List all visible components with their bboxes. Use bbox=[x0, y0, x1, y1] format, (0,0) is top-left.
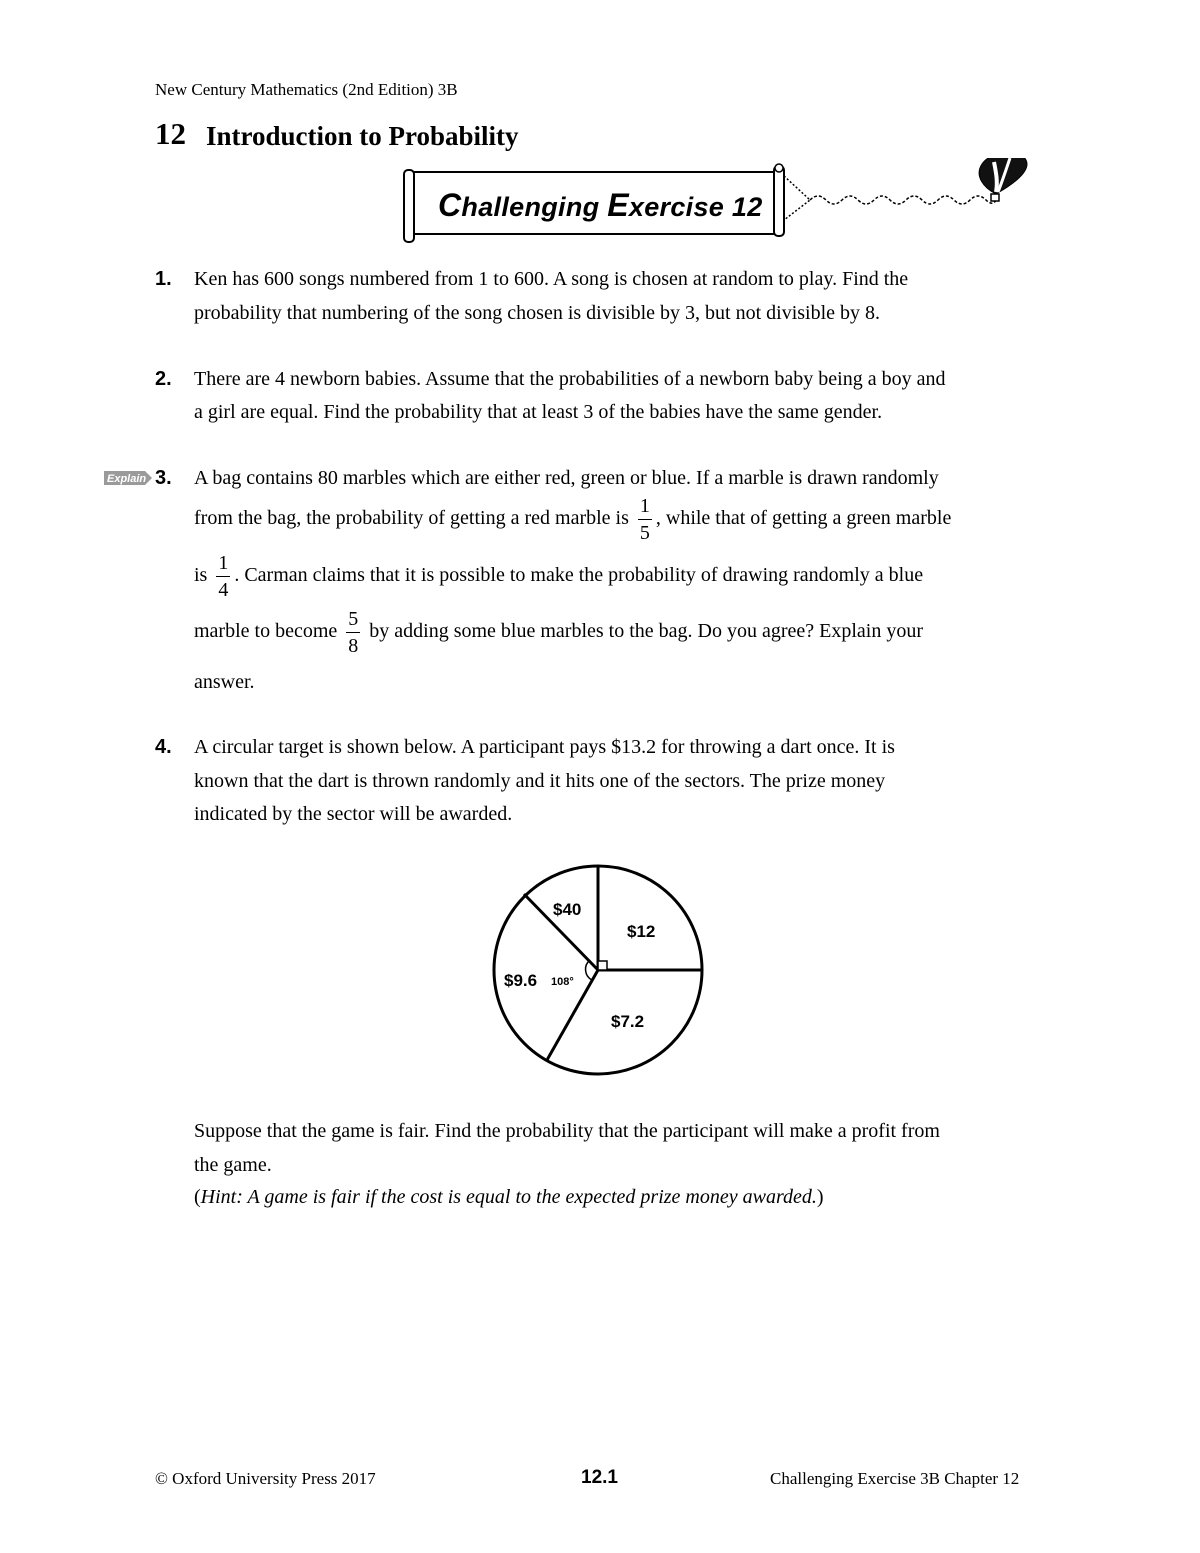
book-title: New Century Mathematics (2nd Edition) 3B bbox=[155, 80, 458, 99]
q3-line-3-text-a: is bbox=[194, 564, 208, 587]
footer-chapter-info: Challenging Exercise 3B Chapter 12 bbox=[770, 1469, 1020, 1488]
explain-badge-text: Explain bbox=[107, 473, 147, 485]
fraction-one-quarter: $\frac{1}{4}$ bbox=[218, 552, 229, 601]
question-3-line-5: answer. bbox=[194, 671, 255, 693]
sector-label-7-2: $7.2 bbox=[611, 1012, 645, 1031]
heading-part2: xercise 12 bbox=[628, 192, 763, 222]
hint-open-paren: ( bbox=[194, 1186, 201, 1208]
question-3-line-3 bbox=[194, 553, 923, 600]
question-4-line-2: known that the dart is thrown randomly and it hits one of the sectors. The prize money bbox=[194, 770, 886, 792]
footer-page-number: 12.1 bbox=[581, 1467, 618, 1488]
question-4-line-1: A circular target is shown below. A participant pays $13.2 for throwing a dart once. It is bbox=[194, 736, 895, 758]
fraction-five-eighths: $\frac{5}{8}$ bbox=[348, 608, 359, 657]
question-2-line-2: a girl are equal. Find the probability that at least 3 of the babies have the same gender. bbox=[194, 401, 883, 423]
circular-target-diagram bbox=[490, 862, 710, 1082]
question-4-after-line-1: Suppose that the game is fair. Find the probability that the participant will make a profit from bbox=[194, 1120, 940, 1142]
sector-label-9-6: $9.6 bbox=[504, 971, 538, 990]
q3-line-2-text-b: , while that of getting a green marble bbox=[655, 507, 952, 530]
fraction-one-fifth: $\frac{1}{5}$ bbox=[639, 495, 650, 544]
q3-line-2-text-a: from the bag, the probability of getting a red marble is bbox=[194, 507, 629, 530]
heading-part1: hallenging bbox=[461, 192, 608, 222]
angle-label: 108° bbox=[551, 976, 574, 988]
question-2-line-1: There are 4 newborn babies. Assume that the probabilities of a newborn baby being a boy and bbox=[194, 368, 946, 390]
hint-text bbox=[194, 1186, 824, 1209]
sector-label-12: $12 bbox=[627, 922, 656, 941]
question-3-number: 3. bbox=[155, 467, 172, 489]
chapter-number: 12 bbox=[155, 116, 186, 151]
question-1-line-2: probability that numbering of the song chosen is divisible by 3, but not divisible by 8. bbox=[194, 302, 881, 324]
exercise-heading bbox=[438, 187, 763, 224]
explain-badge bbox=[103, 470, 153, 486]
question-3-line-4 bbox=[194, 609, 923, 656]
heading-letter-e: E bbox=[607, 187, 629, 223]
sector-label-40: $40 bbox=[553, 900, 582, 919]
right-angle-mark bbox=[598, 961, 607, 970]
q3-line-4-text-b: by adding some blue marbles to the bag. Do you agree? Explain your bbox=[369, 620, 924, 643]
question-3-line-2 bbox=[194, 496, 951, 543]
question-4-number: 4. bbox=[155, 736, 172, 758]
q3-line-3-text-b: . Carman claims that it is possible to make the probability of drawing randomly a blue bbox=[234, 564, 924, 587]
question-1-number: 1. bbox=[155, 268, 172, 290]
question-3-line-1: A bag contains 80 marbles which are either red, green or blue. If a marble is drawn randomly bbox=[194, 467, 939, 489]
question-2-number: 2. bbox=[155, 368, 172, 390]
hint-close-paren: ) bbox=[816, 1186, 824, 1208]
chapter-title: Introduction to Probability bbox=[206, 121, 519, 151]
balloon-icon bbox=[979, 158, 1027, 201]
question-4-after-line-2: the game. bbox=[194, 1154, 272, 1176]
heading-letter-c: C bbox=[438, 187, 462, 223]
question-1-line-1: Ken has 600 songs numbered from 1 to 600. A song is chosen at random to play. Find the bbox=[194, 268, 909, 290]
footer-copyright: © Oxford University Press 2017 bbox=[155, 1469, 376, 1488]
q3-line-4-text-a: marble to become bbox=[194, 620, 338, 643]
question-4-line-3: indicated by the sector will be awarded. bbox=[194, 803, 513, 825]
hint-body: Hint: A game is fair if the cost is equal to the expected prize money awarded. bbox=[200, 1186, 817, 1208]
